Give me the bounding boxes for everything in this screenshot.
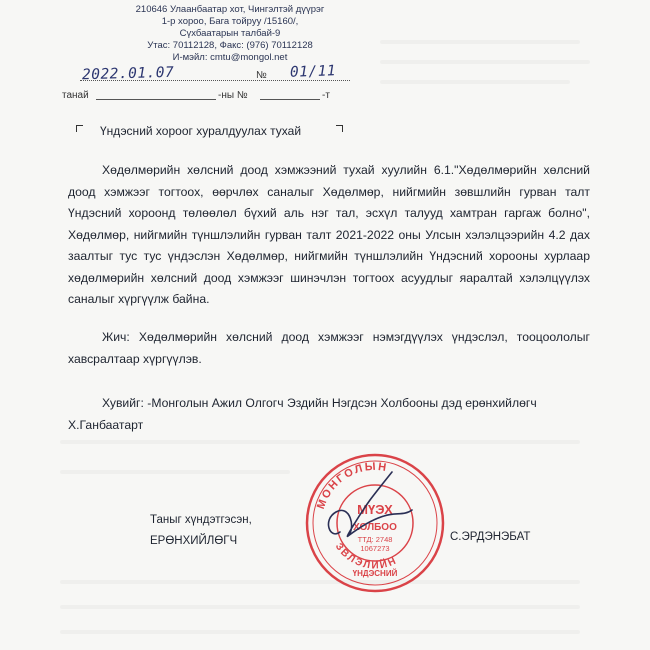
letterhead-address <box>95 4 365 64</box>
stamp-number-line: 1067273 <box>360 544 390 553</box>
to-label: танай <box>62 90 89 101</box>
closing-regards: Таныг хүндэтгэсэн, <box>150 514 252 526</box>
phone-fax: Утас: 70112128, Факс: (976) 70112128 <box>147 40 313 51</box>
signer-title: ЕРӨНХИЙЛӨГЧ <box>150 535 238 547</box>
underline <box>96 99 216 100</box>
stamp-bottom-text: ЗВЛЭЛИЙН <box>332 541 400 572</box>
stamp-center-text: МҮЭХ <box>357 502 393 517</box>
signer-name: С.ЭРДЭНЭБАТ <box>450 531 531 543</box>
address-line: 1-р хороо, Бага тойруу /15160/, <box>161 16 299 27</box>
handwritten-signature <box>300 470 420 560</box>
bleed-through-line <box>60 605 580 609</box>
subject-line: Үндэсний хороог хуралдуулах тухай <box>100 124 302 138</box>
stamp-bottom-arc-text: ҮНДЭСНИЙ <box>352 569 398 578</box>
handwritten-date: 2022.01.07 <box>81 64 175 84</box>
stamp-top-text: МОНГОЛЫН <box>314 460 389 511</box>
cc-line: Хувийг: -Монголын Ажил Олгогч Эздийн Нэгдсэн Холбооны дэд ерөнхийлөгч <box>102 396 537 410</box>
bleed-through-line <box>60 440 580 444</box>
bleed-through-line <box>60 630 580 634</box>
date-number-line <box>60 64 360 86</box>
bleed-through-line <box>380 40 580 44</box>
copy-to-paragraph <box>68 393 590 436</box>
closing-block <box>150 510 252 552</box>
underline <box>260 99 320 100</box>
subject-bracket-right <box>336 125 343 132</box>
note-text: Жич: Хөдөлмөрийн хөлсний доод хэмжээг нэмэгдүүлэх үндэслэл, тооцоололыг хавсралтаар хүргүүлэв. <box>68 330 590 366</box>
cc-recipient: Х.Ганбаатарт <box>68 417 144 432</box>
suffix-label: -т <box>322 90 330 101</box>
bleed-through-line <box>380 80 570 84</box>
body-text: Хөдөлмөрийн хөлсний доод хэмжээний тухай хуулийн 6.1."Хөдөлмөрийн хөлсний доод хэмжээг тогтоох, өөрчлөх саналыг Хөдөлмөр, нийгмийн зөвшлийн гурван талт Үндэсний хороонд төлөөлөл бүхий аль нэг тал, эсхүл талууд хамтран гаргаж болно", Хөдөлмөр, нийгмийн түншлэлийн гурван талт 2021-2022 оны Улсын хэлэлцээрийн 4.2 дах заалтыг тус тус үндэслэн Хөдөлмөр, нийгмийн түншлэлийн Үндэсний хорооны хурлаар хөдөлмөрийн хөлсний доод хэмжээг шинэчлэн тогтоох асуудлыг яаралтай хэлэлцүүлэх саналыг хүргүүлж байна. <box>68 163 590 306</box>
bleed-through-line <box>380 60 590 64</box>
reply-reference-line <box>62 90 332 104</box>
address-line: Сүхбаатарын талбай-9 <box>179 28 281 39</box>
body-paragraph <box>68 160 590 311</box>
number-label: № <box>256 70 267 81</box>
address-line: 210646 Улаанбаатар хот, Чингэлтэй дүүрэг <box>135 4 325 15</box>
subject-bracket-left <box>76 125 83 132</box>
handwritten-number: 01/11 <box>289 63 337 81</box>
email: И-мэйл: cmtu@mongol.net <box>172 52 288 63</box>
note-paragraph <box>68 327 590 370</box>
stamp-number-line: ТТД: 2748 <box>357 535 393 544</box>
bleed-through-line <box>60 470 290 474</box>
dated-label: -ны № <box>218 90 248 101</box>
stamp-sub-text: ХОЛБОО <box>353 522 397 533</box>
